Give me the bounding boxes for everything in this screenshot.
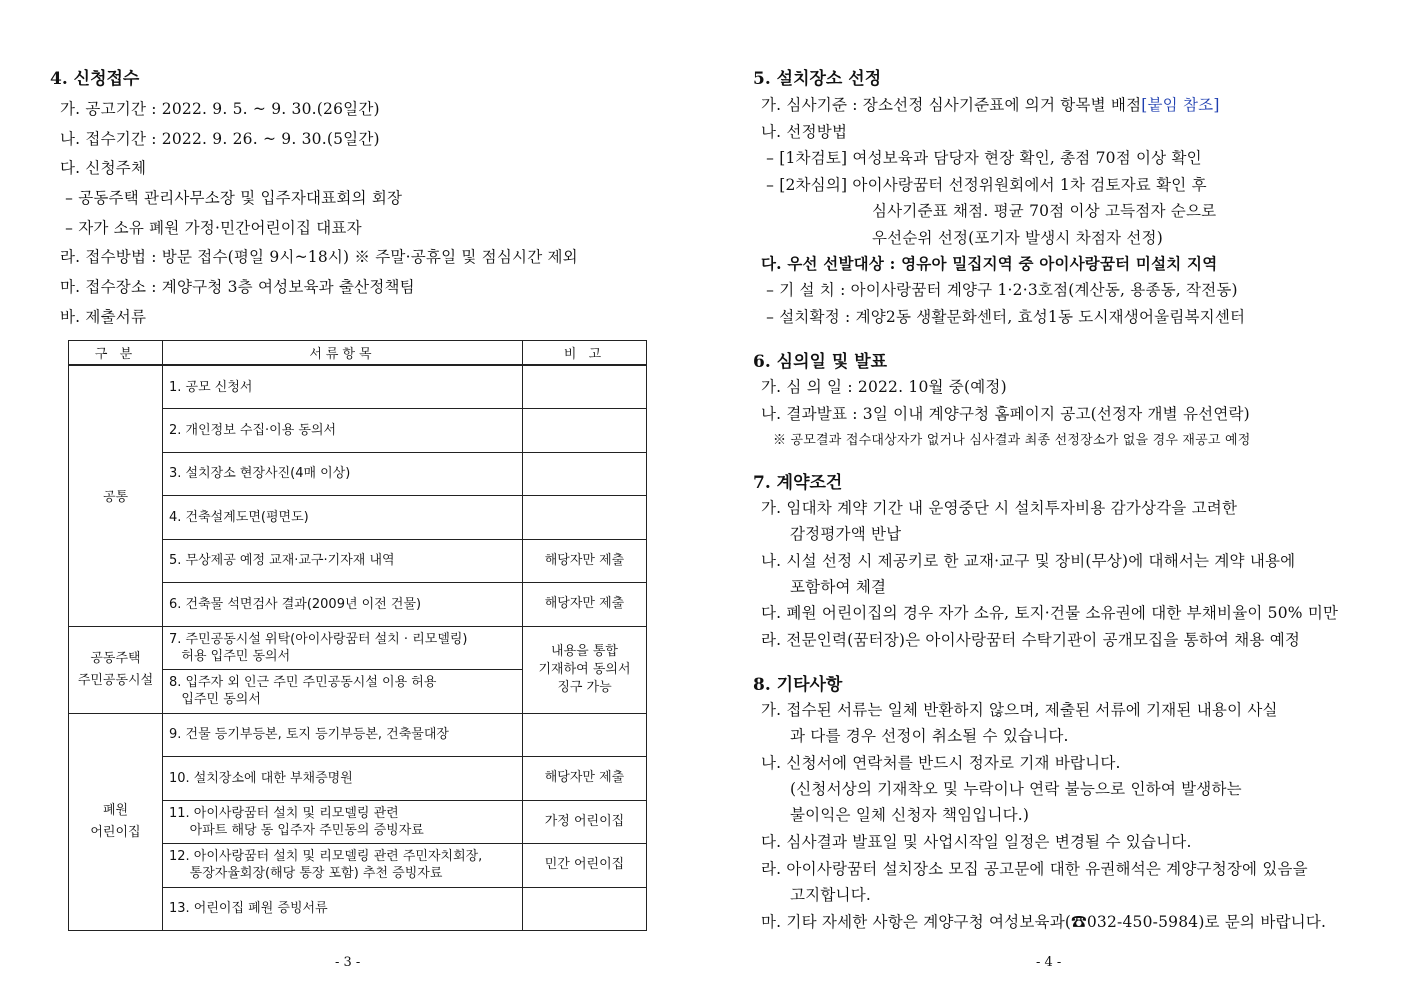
table-row: 6. 건축물 석면검사 결과(2009년 이전 건물) [163, 583, 523, 627]
s5-line-c2: – 설치확정 : 계양2동 생활문화센터, 효성1동 도시재생어울림복지센터 [761, 308, 1246, 326]
table-row: 3. 설치장소 현장사진(4매 이상) [163, 452, 523, 496]
table-row: 12. 아이사랑꿈터 설치 및 리모델링 관련 주민자치회장, 통장자율회장(해당 통장 포함) 추천 증빙자료 [163, 844, 523, 888]
s5-line-b1: – [1차검토] 여성보육과 담당자 현장 확인, 총점 70점 이상 확인 [761, 149, 1202, 167]
s7-line-d: 라. 전문인력(꿈터장)은 아이사랑꿈터 수탁기관이 공개모집을 통하여 채용 예정 [761, 631, 1301, 649]
s4-line-e: 마. 접수장소 : 계양구청 3층 여성보육과 출산정책팀 [60, 278, 415, 296]
table-row: 5. 무상제공 예정 교재·교구·기자재 내역 [163, 539, 523, 583]
s4-line-c: 다. 신청주체 [60, 159, 147, 177]
note-cell: 해당자만 제출 [523, 539, 647, 583]
s7-line-a2: 감정평가액 반납 [790, 525, 902, 543]
s4-line-c1: – 공동주택 관리사무소장 및 입주자대표회의 회장 [60, 189, 403, 207]
table-row: 13. 어린이집 폐원 증빙서류 [163, 887, 523, 931]
category-common: 공통 [69, 365, 163, 626]
note-cell: 가정 어린이집 [523, 800, 647, 844]
note-cell [523, 887, 647, 931]
s4-line-d: 라. 접수방법 : 방문 접수(평일 9시~18시) ※ 주말·공휴일 및 점심시간 제외 [60, 248, 578, 266]
note-cell: 내용을 통합 기재하여 동의서 징구 가능 [523, 626, 647, 713]
table-row: 1. 공모 신청서 [163, 365, 523, 409]
s5-line-a [761, 93, 1220, 115]
s5-line-b: 나. 선정방법 [761, 123, 848, 141]
table-row: 7. 주민공동시설 위탁(아이사랑꿈터 설치 · 리모델링) 허용 입주민 동의서 [163, 626, 523, 670]
table-row: 11. 아이사랑꿈터 설치 및 리모델링 관련 아파트 해당 동 입주자 주민동의 증빙자료 [163, 800, 523, 844]
note-cell [523, 409, 647, 453]
s8-line-d2: 고지합니다. [790, 886, 871, 904]
s6-note: ※ 공모결과 접수대상자가 없거나 심사결과 최종 선정장소가 없을 경우 재공고 예정 [773, 433, 1251, 448]
s8-line-a1: 가. 접수된 서류는 일체 반환하지 않으며, 제출된 서류에 기재된 내용이 사실 [761, 701, 1278, 719]
s4-line-c2: – 자가 소유 폐원 가정·민간어린이집 대표자 [60, 219, 362, 237]
s4-line-f: 바. 제출서류 [60, 308, 147, 326]
s8-line-b1: 나. 신청서에 연락처를 반드시 정자로 기재 바랍니다. [761, 754, 1121, 772]
table-row: 2. 개인정보 수집·이용 동의서 [163, 409, 523, 453]
s4-line-a: 가. 공고기간 : 2022. 9. 5. ~ 9. 30.(26일간) [60, 100, 380, 118]
s6-line-b: 나. 결과발표 : 3일 이내 계양구청 홈페이지 공고(선정자 개별 유선연락) [761, 405, 1250, 423]
note-cell: 민간 어린이집 [523, 844, 647, 888]
table-row: 4. 건축설계도면(평면도) [163, 496, 523, 540]
th-item: 서류항목 [163, 341, 523, 366]
section-5-heading: 5. 설치장소 선정 [753, 69, 882, 89]
s4-line-b: 나. 접수기간 : 2022. 9. 26. ~ 9. 30.(5일간) [60, 130, 380, 148]
s7-line-b1: 나. 시설 선정 시 제공키로 한 교재·교구 및 장비(무상)에 대해서는 계약 내용에 [761, 552, 1296, 570]
note-cell: 해당자만 제출 [523, 583, 647, 627]
page-4 [701, 0, 1403, 992]
s5-line-b2-cont2: 우선순위 선정(포기자 발생시 차점자 선정) [872, 229, 1163, 247]
s5-line-b2: – [2차심의] 아이사랑꿈터 선정위원회에서 1차 검토자료 확인 후 [761, 176, 1207, 194]
s7-line-a1: 가. 임대차 계약 기간 내 운영중단 시 설치투자비용 감가상각을 고려한 [761, 499, 1238, 517]
note-cell [523, 452, 647, 496]
s5-line-c: 다. 우선 선발대상 : 영유아 밀집지역 중 아이사랑꿈터 미설치 지역 [761, 254, 1218, 273]
category-closed-daycare: 폐원 어린이집 [69, 713, 163, 931]
section-4-heading: 4. 신청접수 [50, 69, 140, 89]
s8-line-d1: 라. 아이사랑꿈터 설치장소 모집 공고문에 대한 유권해석은 계양구청장에 있음을 [761, 860, 1308, 878]
note-cell: 해당자만 제출 [523, 757, 647, 801]
s5-line-b2-cont1: 심사기준표 채점. 평균 70점 이상 고득점자 순으로 [872, 202, 1217, 220]
th-category: 구 분 [69, 341, 163, 366]
table-row: 10. 설치장소에 대한 부채증명원 [163, 757, 523, 801]
section-6-heading: 6. 심의일 및 발표 [753, 352, 888, 372]
page-3 [0, 0, 701, 992]
category-apartment: 공동주택 주민공동시설 [69, 626, 163, 713]
table-row: 9. 건물 등기부등본, 토지 등기부등본, 건축물대장 [163, 713, 523, 757]
s7-line-b2: 포함하여 체결 [790, 578, 887, 596]
s7-line-c: 다. 폐원 어린이집의 경우 자가 소유, 토지·건물 소유권에 대한 부채비율이 50% 미만 [761, 604, 1339, 622]
documents-table [68, 340, 647, 931]
th-note: 비 고 [523, 341, 647, 366]
s8-line-a2: 과 다를 경우 선정이 취소될 수 있습니다. [790, 727, 1069, 745]
s5-line-a-text: 가. 심사기준 : 장소선정 심사기준표에 의거 항목별 배점 [761, 96, 1142, 114]
page-number: - 4 - [1036, 955, 1062, 970]
s8-line-e: 마. 기타 자세한 사항은 계양구청 여성보육과(☎032-450-5984)로 문의 바랍니다. [761, 913, 1327, 931]
s8-line-c: 다. 심사결과 발표일 및 사업시작일 일정은 변경될 수 있습니다. [761, 833, 1192, 851]
note-cell [523, 365, 647, 409]
section-8-heading: 8. 기타사항 [753, 675, 843, 695]
page-number: - 3 - [335, 955, 361, 970]
section-7-heading: 7. 계약조건 [753, 473, 843, 493]
s8-line-b3: 불이익은 일체 신청자 책임입니다.) [790, 806, 1030, 824]
note-cell [523, 496, 647, 540]
s5-line-c1: – 기 설 치 : 아이사랑꿈터 계양구 1·2·3호점(계산동, 용종동, 작전동) [761, 281, 1238, 299]
s6-line-a: 가. 심 의 일 : 2022. 10월 중(예정) [761, 378, 1007, 396]
table-row: 8. 입주자 외 인근 주민 주민공동시설 이용 허용 입주민 동의서 [163, 670, 523, 714]
attachment-reference: [붙임 참조] [1141, 96, 1220, 114]
note-cell [523, 713, 647, 757]
s8-line-b2: (신청서상의 기재착오 및 누락이나 연락 불능으로 인하여 발생하는 [790, 780, 1242, 798]
